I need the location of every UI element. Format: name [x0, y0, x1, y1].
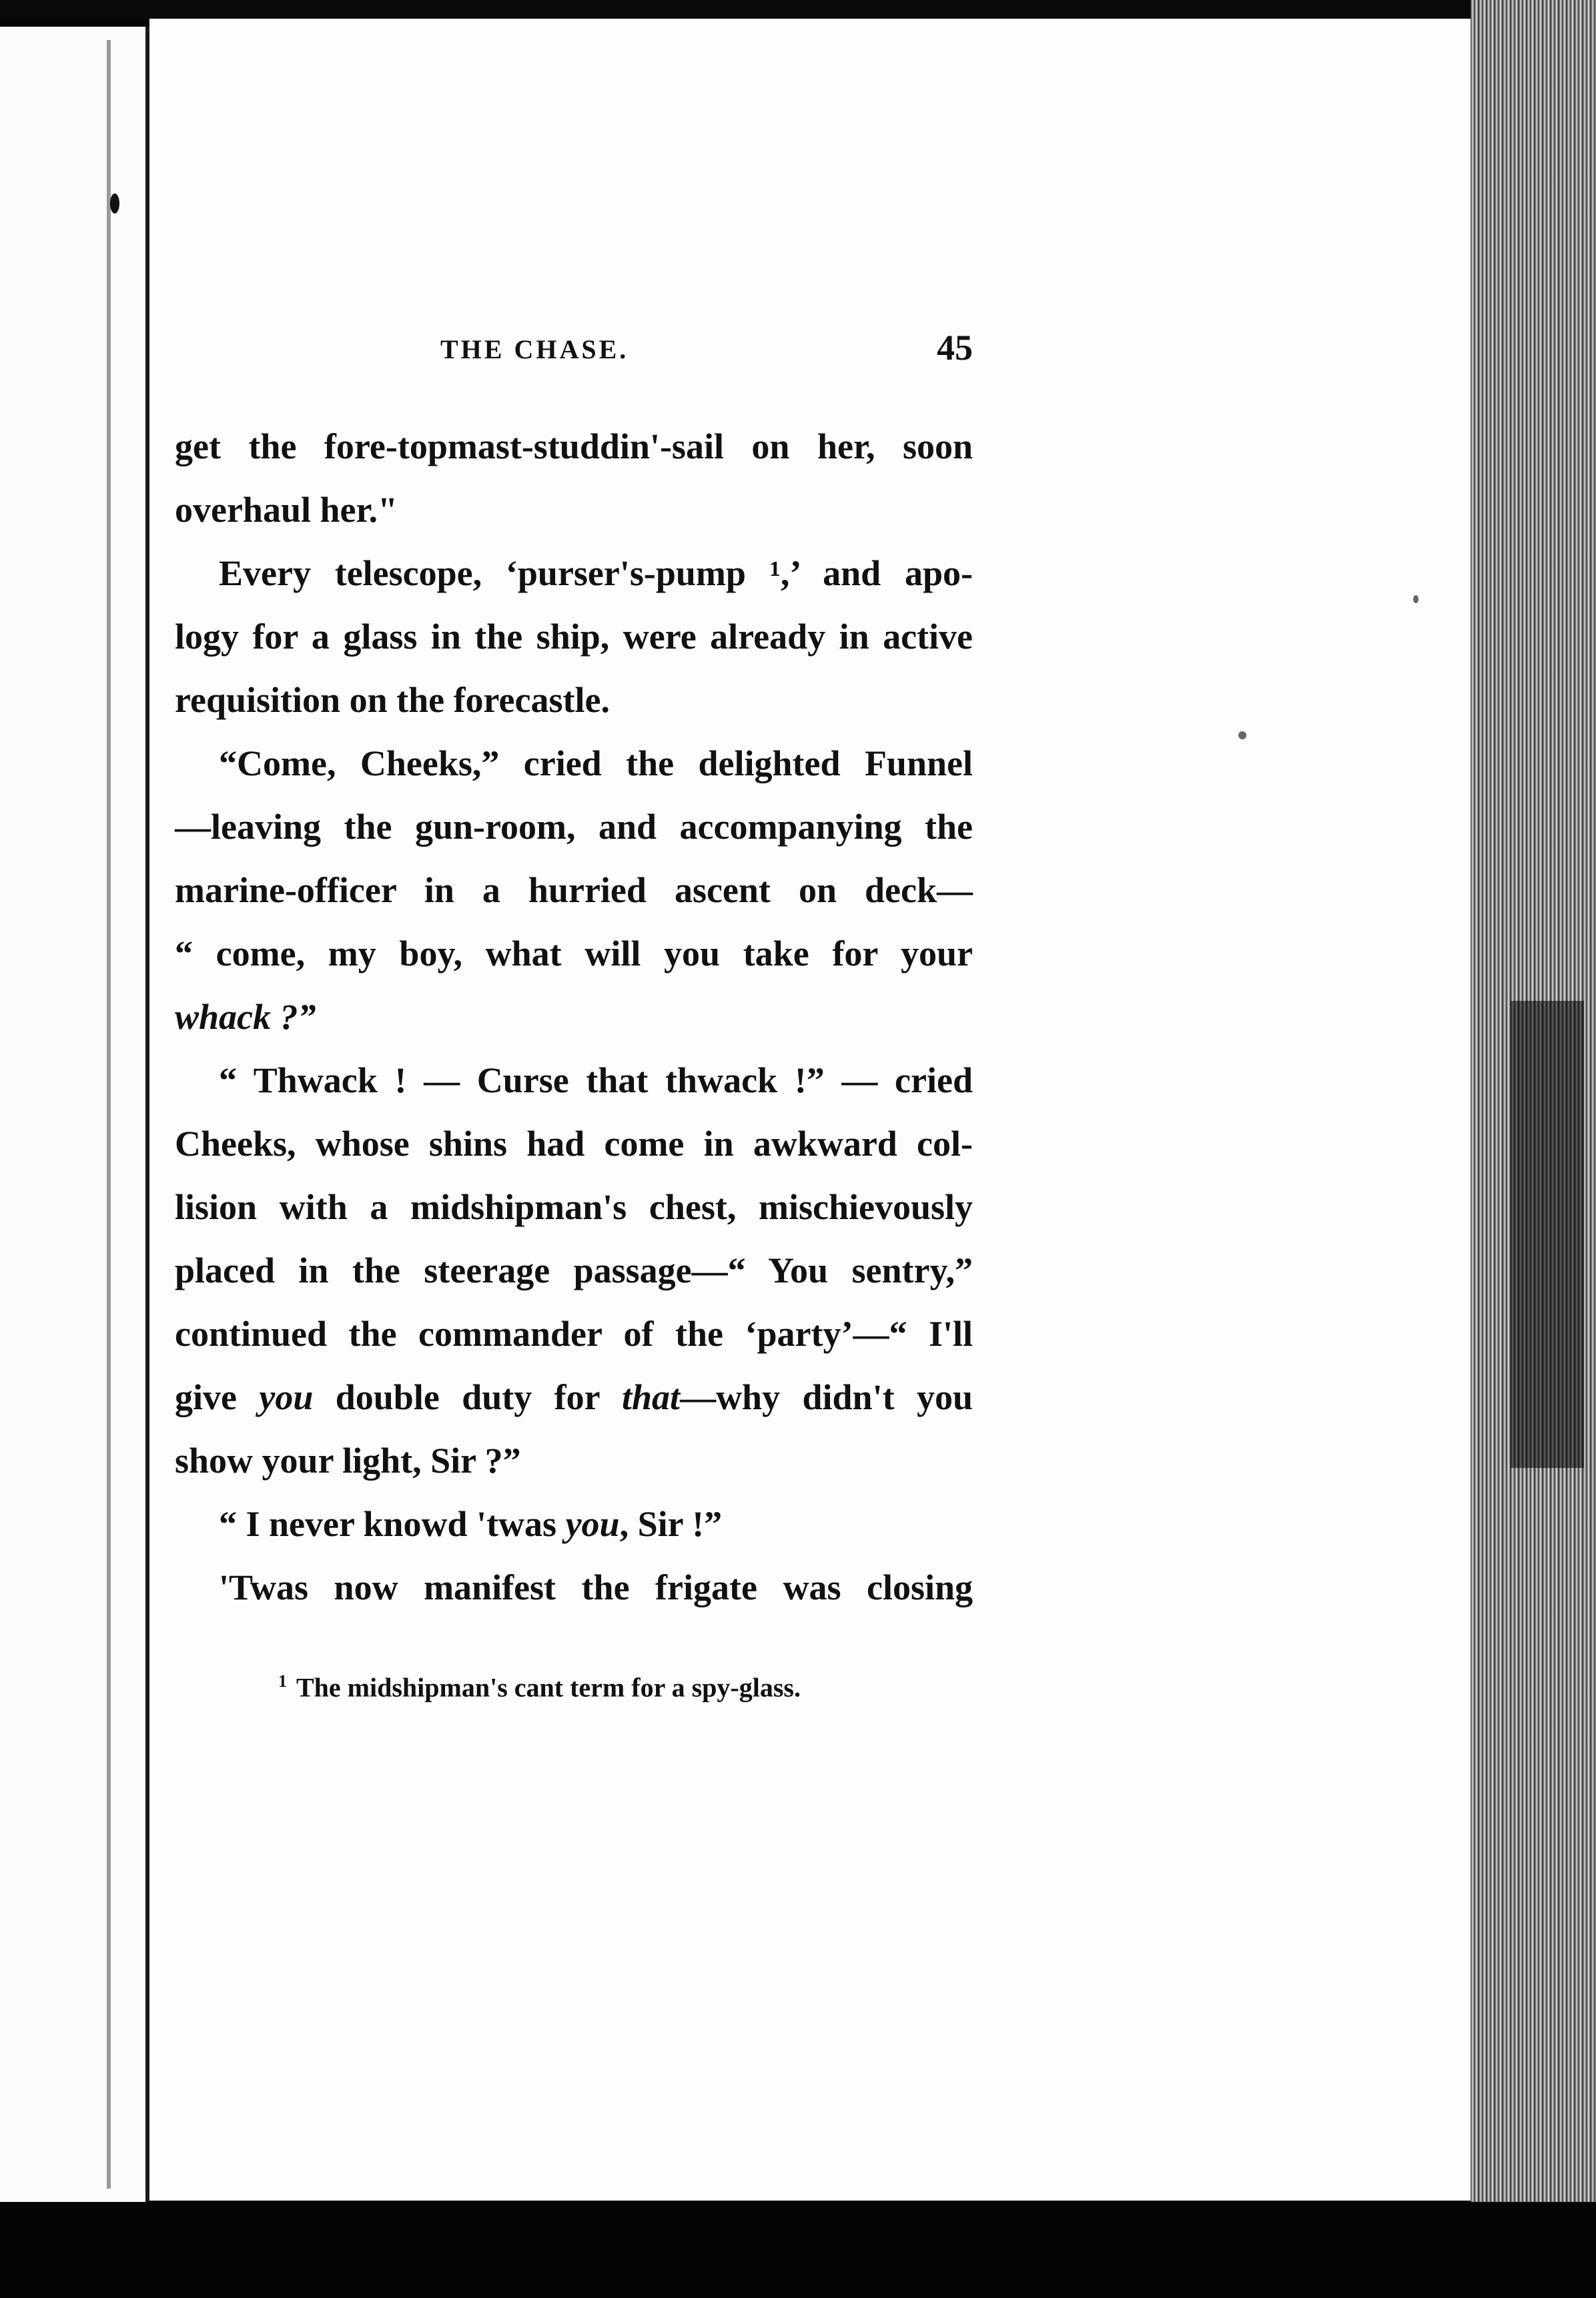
text-run: —why didn't you — [680, 1377, 973, 1417]
text-line: —leaving the gun-room, and accompanying the — [175, 807, 973, 847]
text-run: “ I never knowd 'twas — [219, 1504, 566, 1544]
text-run: give — [175, 1377, 260, 1417]
text-line — [175, 1493, 973, 1556]
scan-bottom-border — [0, 2202, 1596, 2298]
text-line — [175, 1366, 973, 1429]
text-run-italic: you — [259, 1377, 314, 1417]
page-number: 45 — [937, 328, 973, 368]
footnote-text: The midshipman's cant term for a spy-glass. — [296, 1672, 801, 1703]
text-line: lision with a midshipman's chest, mischievously — [175, 1187, 973, 1227]
page-text-block — [175, 320, 973, 1703]
text-line: marine-officer in a hurried ascent on deck— — [175, 870, 973, 910]
text-run: double duty for — [313, 1377, 623, 1417]
text-line: whack ?” — [175, 997, 316, 1037]
running-head — [175, 320, 973, 374]
text-line: Cheeks, whose shins had come in awkward col- — [175, 1124, 973, 1164]
gutter-shadow — [107, 40, 111, 2189]
text-line: logy for a glass in the ship, were already in active — [175, 617, 973, 657]
book-fore-edge — [1471, 0, 1596, 2202]
text-line: continued the commander of the ‘party’—“ I'll — [175, 1314, 973, 1354]
text-line: “ come, my boy, what will you take for your — [175, 933, 973, 974]
text-line: overhaul her." — [175, 490, 398, 530]
text-line: show your light, Sir ?” — [175, 1441, 521, 1481]
text-line: Every telescope, ‘purser's-pump ¹,’ and apo- — [219, 553, 973, 593]
text-run: , Sir !” — [619, 1504, 723, 1544]
text-line: get the fore-topmast-studdin'-sail on her, soon — [175, 426, 973, 466]
text-line: requisition on the forecastle. — [175, 680, 610, 720]
ink-blot — [110, 194, 119, 214]
left-page-edge — [0, 27, 149, 2202]
text-line: 'Twas now manifest the frigate was closing — [219, 1567, 973, 1607]
running-head-title: THE CHASE. — [440, 334, 629, 364]
paper-speck — [1238, 731, 1246, 739]
text-run-italic: you — [565, 1504, 620, 1544]
fore-edge-stain — [1511, 1001, 1584, 1468]
footnote — [175, 1671, 973, 1703]
scan-top-border — [0, 0, 1471, 20]
text-line: “Come, Cheeks,” cried the delighted Funnel — [219, 743, 973, 783]
text-line: “ Thwack ! — Curse that thwack !” — cried — [219, 1060, 973, 1100]
text-line: placed in the steerage passage—“ You sentry,” — [175, 1250, 973, 1290]
text-run-italic: that — [622, 1377, 681, 1417]
paper-speck — [1413, 595, 1419, 603]
footnote-marker: 1 — [278, 1671, 287, 1691]
